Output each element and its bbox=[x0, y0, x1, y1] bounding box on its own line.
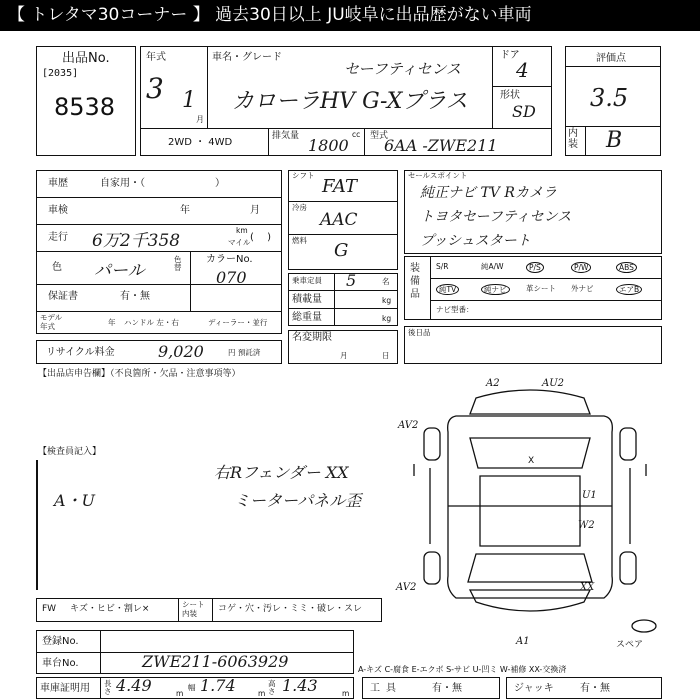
equipment-label: 装備品 bbox=[410, 263, 420, 300]
year-month-unit: 月 bbox=[196, 115, 204, 124]
capacity-unit: 名 bbox=[382, 277, 390, 286]
sales-points-line2: トヨタセーフティセンス bbox=[420, 209, 572, 225]
change-deadline-month: 月 bbox=[340, 351, 348, 360]
diagram-av2-left: AV2 bbox=[398, 420, 419, 431]
fuel-label: 燃料 bbox=[292, 236, 307, 245]
load-unit: kg bbox=[382, 296, 392, 305]
year-value: 3 bbox=[146, 72, 164, 105]
cert-width-value: 1.74 bbox=[200, 676, 236, 695]
diagram-xx: XX bbox=[580, 582, 595, 593]
load-label: 積載量 bbox=[292, 294, 322, 305]
equipment-item: ABS bbox=[616, 262, 637, 273]
cert-height-label: 高さ bbox=[268, 679, 276, 696]
car-damage-diagram bbox=[400, 376, 660, 636]
mileage-value: 6万2千358 bbox=[92, 231, 181, 251]
capacity-label: 乗車定員 bbox=[292, 276, 322, 285]
equipment-item: P/S bbox=[526, 262, 544, 273]
doors-value: 4 bbox=[516, 58, 529, 82]
equipment-item: 外ナビ bbox=[571, 284, 594, 293]
model-type-dealer: ディーラー・並行 bbox=[208, 318, 268, 327]
cert-height-value: 1.43 bbox=[282, 676, 318, 695]
year-month-value: 1 bbox=[182, 88, 196, 113]
model-name-line2: カローラHV G-Xプラス bbox=[232, 89, 468, 114]
mileage-unit-km: km bbox=[236, 226, 248, 235]
sales-points-label: セールスポイント bbox=[408, 171, 468, 180]
ac-value: AAC bbox=[320, 210, 358, 230]
mileage-label: 走行 bbox=[48, 232, 68, 243]
navi-model-label: ナビ型番： bbox=[436, 305, 474, 314]
later-install-box bbox=[404, 326, 662, 364]
cert-width-unit: m bbox=[258, 689, 266, 698]
equipment-item: 純TV bbox=[436, 284, 459, 295]
diagram-au2: AU2 bbox=[542, 378, 565, 389]
capacity-value: 5 bbox=[346, 271, 357, 290]
shape-label: 形状 bbox=[500, 90, 520, 101]
jack-label: ジャッキ bbox=[514, 683, 554, 694]
rating-label: 評価点 bbox=[596, 53, 626, 64]
color-change-label: 色替 bbox=[174, 255, 182, 272]
flags-stains: コゲ・穴・汚レ・ミミ・破レ・スレ bbox=[218, 604, 363, 614]
lot-label: 出品No. bbox=[62, 51, 110, 66]
diagram-a1: A1 bbox=[516, 636, 530, 647]
cert-width-label: 幅 bbox=[188, 683, 196, 692]
sales-points-line1: 純正ナビ TV Rカメラ bbox=[420, 185, 557, 201]
cert-length-value: 4.49 bbox=[116, 676, 152, 695]
diagram-a2: A2 bbox=[486, 378, 500, 389]
rating-score: 3.5 bbox=[590, 84, 629, 112]
mileage-unit-mile: マイル bbox=[228, 238, 251, 247]
inspection-year-unit: 年 bbox=[180, 205, 190, 216]
recycle-label: リサイクル料金 bbox=[46, 347, 115, 358]
header-title: 【 トレタマ30コーナー 】 過去30日以上 JU岐阜に出品歴がない車両 bbox=[8, 5, 532, 25]
drive-label: 2WD ・ 4WD bbox=[168, 137, 233, 148]
lot-number: 8538 bbox=[54, 93, 116, 121]
cert-label: 車庫証明用 bbox=[40, 683, 90, 694]
shape-value: SD bbox=[512, 102, 536, 121]
equipment-item: S/R bbox=[436, 262, 449, 271]
cert-height-unit: m bbox=[342, 689, 350, 698]
model-type-handle: ハンドル 左・右 bbox=[124, 318, 179, 327]
model-type-label-2: 年式 bbox=[40, 322, 55, 331]
model-type-label-1: モデル bbox=[40, 313, 63, 322]
type-value: 6AA -ZWE211 bbox=[384, 136, 498, 155]
diagram-spare-label: スペア bbox=[616, 640, 644, 650]
history-label: 車歴 bbox=[48, 178, 68, 189]
doors-label: ドア bbox=[500, 50, 520, 61]
registration-label: 登録No. bbox=[42, 636, 79, 647]
inspector-notes-label: 【検査員記入】 bbox=[38, 447, 102, 457]
color-value: パール bbox=[94, 261, 145, 281]
inspector-note-meter: ミーターパネル歪 bbox=[234, 491, 362, 510]
type-label: 型式 bbox=[370, 131, 389, 141]
equipment-item: P/W bbox=[571, 262, 591, 273]
tools-value: 有・無 bbox=[432, 683, 462, 694]
model-name-line1: セーフティセンス bbox=[344, 60, 462, 78]
color-code-value: 070 bbox=[216, 268, 247, 287]
chassis-value: ZWE211-6063929 bbox=[142, 652, 289, 671]
jack-value: 有・無 bbox=[580, 683, 610, 694]
year-label: 年式 bbox=[146, 52, 166, 63]
diagram-u1: U1 bbox=[582, 490, 597, 501]
interior-value: B bbox=[606, 128, 623, 153]
later-install-label: 後日品 bbox=[408, 328, 431, 337]
equipment-item: 純ナビ bbox=[481, 284, 510, 295]
shift-label: シフト bbox=[292, 171, 315, 180]
flags-items: キズ・ヒビ・割レ× bbox=[70, 604, 150, 614]
flags-fw: FW bbox=[42, 604, 57, 614]
displacement-value: 1800 bbox=[308, 136, 349, 155]
change-deadline-day: 日 bbox=[382, 351, 390, 360]
sales-points-line3: プッシュスタート bbox=[420, 233, 531, 249]
model-label: 車名・グレード bbox=[212, 52, 282, 63]
interior-label: 内装 bbox=[568, 128, 578, 150]
fuel-value: G bbox=[334, 240, 349, 261]
diagram-w2: W2 bbox=[578, 520, 595, 531]
gross-label: 総重量 bbox=[292, 312, 322, 323]
inspector-note-fender: 右Rフェンダー XX bbox=[214, 463, 349, 482]
diagram-x: X bbox=[528, 456, 535, 466]
equipment-item: 純A/W bbox=[481, 262, 504, 271]
gross-unit: kg bbox=[382, 314, 392, 323]
equipment-item: エアB bbox=[616, 284, 642, 295]
chassis-label: 車台No. bbox=[42, 658, 79, 669]
displacement-unit: cc bbox=[352, 130, 361, 139]
inspection-month-unit: 月 bbox=[250, 205, 260, 216]
equipment-item: 革シート bbox=[526, 284, 556, 293]
seller-notes-label: 【出品店申告欄】（不良箇所・欠品・注意事項等） bbox=[38, 369, 241, 379]
tools-label: 工具 bbox=[370, 683, 402, 694]
lot-sub-number: [2035] bbox=[42, 68, 79, 79]
warranty-label: 保証書 bbox=[48, 291, 78, 302]
cert-length-unit: m bbox=[176, 689, 184, 698]
ac-label: 冷房 bbox=[292, 203, 307, 212]
model-type-year-unit: 年 bbox=[108, 318, 116, 327]
damage-legend: A-キズ C-腐食 E-エクボ S-サビ U-凹ミ W-補修 XX-交換済 bbox=[358, 665, 567, 674]
shift-value: FAT bbox=[322, 176, 357, 197]
inspection-label: 車検 bbox=[48, 205, 68, 216]
vehicle-details-box bbox=[36, 170, 282, 334]
flags-seat: シート 内装 bbox=[182, 600, 205, 618]
displacement-label: 排気量 bbox=[272, 131, 300, 141]
recycle-unit: 円 預託済 bbox=[228, 348, 261, 357]
cert-length-label: 長さ bbox=[104, 679, 112, 696]
diagram-av2-lower: AV2 bbox=[396, 582, 417, 593]
change-deadline-label: 名変期限 bbox=[292, 332, 332, 343]
color-label: 色 bbox=[52, 262, 62, 273]
inspector-note-left: A・U bbox=[54, 491, 96, 510]
header-banner bbox=[0, 0, 700, 31]
warranty-value: 有・無 bbox=[120, 291, 150, 302]
recycle-value: 9,020 bbox=[158, 342, 204, 361]
history-value: 自家用・（ ） bbox=[100, 178, 225, 189]
color-code-label: カラーNo. bbox=[206, 254, 253, 265]
mileage-paren: ( ) bbox=[250, 232, 271, 243]
